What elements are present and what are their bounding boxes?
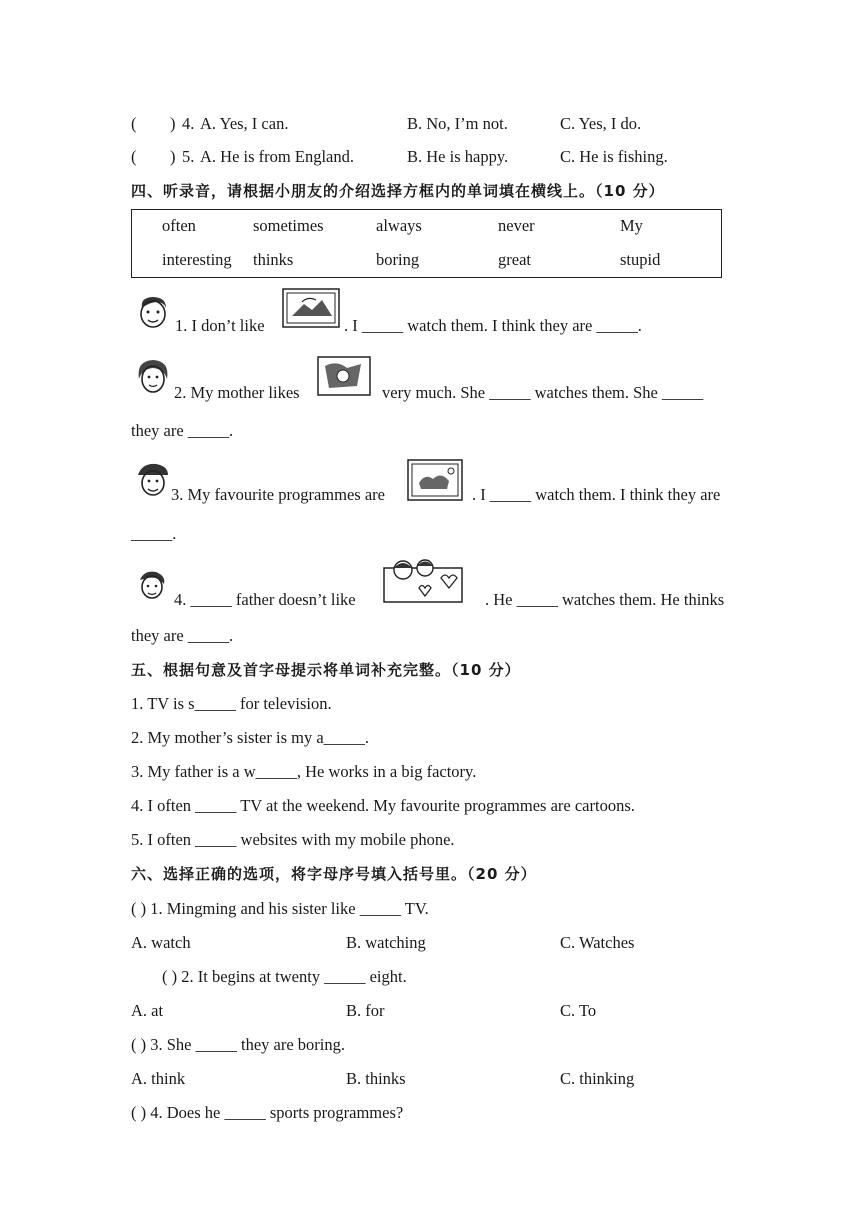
s1-text-b: . I _____ watch them. I think they are _____.	[344, 316, 642, 335]
q4-paren-close: )	[170, 114, 176, 133]
part5-item-5: 5. I often _____ websites with my mobile phone.	[131, 830, 455, 849]
q4-option-c: C. Yes, I do.	[560, 114, 642, 133]
part6-q3-option-c: C. thinking	[560, 1069, 635, 1088]
part5-item-2: 2. My mother’s sister is my a_____.	[131, 728, 370, 747]
q5-option-c: C. He is fishing.	[560, 147, 668, 166]
part6-q2-option-c: C. To	[560, 1001, 597, 1020]
q5-paren-open: (	[131, 147, 137, 166]
part6-q2-stem: ( ) 2. It begins at twenty _____ eight.	[162, 967, 407, 986]
part6-q1-option-c: C. Watches	[560, 933, 635, 952]
boy-face-icon	[134, 294, 172, 332]
s2-text-c: they are _____.	[131, 421, 234, 440]
part5-item-4: 4. I often _____ TV at the weekend. My favourite programmes are cartoons.	[131, 796, 635, 815]
mother-face-icon	[134, 357, 172, 397]
word-boring: boring	[376, 250, 420, 269]
q5-option-a: A. He is from England.	[200, 147, 354, 166]
part6-q4-stem: ( ) 4. Does he _____ sports programmes?	[131, 1103, 404, 1122]
word-stupid: stupid	[620, 250, 661, 269]
word-great: great	[498, 250, 531, 269]
boy-cap-face-icon	[134, 461, 172, 499]
q5-paren-close: )	[170, 147, 176, 166]
child-face-icon	[134, 568, 170, 604]
part6-q3-option-b: B. thinks	[346, 1069, 406, 1088]
s2-text-b: very much. She _____ watches them. She _____	[382, 383, 704, 402]
s4-text-a: 4. _____ father doesn’t like	[174, 590, 356, 609]
q4-paren-open: (	[131, 114, 137, 133]
tv-cartoon-picture-icon	[407, 459, 463, 501]
word-always: always	[376, 216, 422, 235]
s1-text-a: 1. I don’t like	[175, 316, 265, 335]
part6-heading: 六、选择正确的选项，将字母序号填入括号里。（20 分）	[131, 865, 537, 883]
tv-love-story-picture-icon	[383, 556, 463, 604]
word-often: often	[162, 216, 196, 235]
word-my: My	[620, 216, 643, 235]
part5-item-3: 3. My father is a w_____, He works in a big factory.	[131, 762, 477, 781]
s2-text-a: 2. My mother likes	[174, 383, 300, 402]
word-never: never	[498, 216, 535, 235]
part6-q3-option-a: A. think	[131, 1069, 186, 1088]
s3-text-c: _____.	[131, 524, 177, 543]
part6-q1-option-b: B. watching	[346, 933, 426, 952]
s4-text-b: . He _____ watches them. He thinks	[485, 590, 725, 609]
q4-option-b: B. No, I’m not.	[407, 114, 508, 133]
word-sometimes: sometimes	[253, 216, 324, 235]
part4-heading: 四、听录音，请根据小朋友的介绍选择方框内的单词填在横线上。（10 分）	[131, 182, 665, 200]
s3-text-b: . I _____ watch them. I think they are	[472, 485, 721, 504]
part6-q2-option-b: B. for	[346, 1001, 385, 1020]
part5-item-1: 1. TV is s_____ for television.	[131, 694, 332, 713]
word-thinks: thinks	[253, 250, 294, 269]
word-interesting: interesting	[162, 250, 232, 269]
part5-heading: 五、根据句意及首字母提示将单词补充完整。（10 分）	[131, 661, 521, 679]
q4-option-a: A. Yes, I can.	[200, 114, 289, 133]
tv-drama-picture-icon	[317, 356, 371, 396]
tv-animal-picture-icon	[282, 288, 340, 328]
part6-q1-option-a: A. watch	[131, 933, 191, 952]
part6-q3-stem: ( ) 3. She _____ they are boring.	[131, 1035, 345, 1054]
q5-option-b: B. He is happy.	[407, 147, 509, 166]
q5-number: 5.	[182, 147, 195, 166]
s3-text-a: 3. My favourite programmes are	[171, 485, 385, 504]
part6-q1-stem: ( ) 1. Mingming and his sister like _____ TV.	[131, 899, 429, 918]
q4-number: 4.	[182, 114, 195, 133]
part6-q2-option-a: A. at	[131, 1001, 164, 1020]
s4-text-c: they are _____.	[131, 626, 234, 645]
